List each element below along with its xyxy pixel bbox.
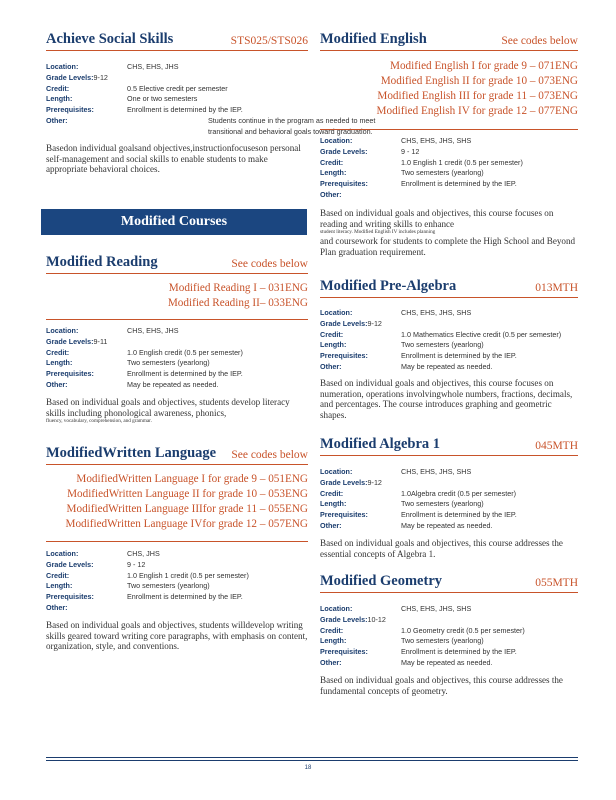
course-codes-list <box>66 472 309 532</box>
description-text: and coursework for students to complete the High School and Beyond Plan graduation requirement. <box>320 236 576 257</box>
description-text: Based on individual goals and objectives, this course focuses on reading and writing skills to enhance <box>320 208 554 229</box>
course-code: STS025/STS026 <box>230 35 308 47</box>
course-description <box>46 397 308 425</box>
credit-label: Credit: <box>46 83 70 93</box>
course-code-item: Modified Reading II– 033ENG <box>167 297 308 309</box>
course-title: Modified Pre-Algebra <box>320 278 457 294</box>
other-value: May be repeated as needed. <box>127 379 219 389</box>
other-label: Other: <box>320 657 342 667</box>
prerequisites-value: Enrollment is determined by the IEP. <box>401 351 517 361</box>
course-code: See codes below <box>501 35 578 47</box>
course-code: See codes below <box>231 258 308 270</box>
location-value: CHS, JHS <box>127 549 160 558</box>
prerequisites-label: Prerequisites: <box>320 647 368 657</box>
prerequisites-value: Enrollment is determined by the IEP. <box>401 510 517 520</box>
location-value: CHS, EHS, JHS <box>127 62 179 71</box>
location-label: Location: <box>320 308 353 317</box>
other-label: Other: <box>46 379 68 389</box>
other-label: Other: <box>46 602 68 612</box>
other-value: May be repeated as needed. <box>401 361 493 371</box>
divider <box>320 129 578 130</box>
location-label: Location: <box>46 326 79 335</box>
course-header <box>320 433 578 456</box>
prerequisites-value: Enrollment is determined by the IEP. <box>401 647 517 657</box>
length-value: Two semesters (yearlong) <box>127 581 210 591</box>
grade-levels-label: Grade Levels: <box>320 146 368 156</box>
credit-value: 1.0 English 1 credit (0.5 per semester) <box>127 570 249 580</box>
credit-label: Credit: <box>320 625 344 635</box>
course-info <box>320 604 578 669</box>
length-label: Length: <box>46 94 73 104</box>
grade-levels-label: Grade Levels:9-12 <box>46 72 108 82</box>
location-label: Location: <box>320 604 353 613</box>
location-label: Location: <box>320 136 353 145</box>
course-header <box>46 442 308 465</box>
description-fine-print: student literacy. Modified English IV includes planning <box>320 229 436 236</box>
prerequisites-label: Prerequisites: <box>46 592 94 602</box>
grade-levels-label: Grade Levels:10-12 <box>320 614 386 624</box>
course-description: Based on individual goals and objectives, students willdevelop writing skills geared toward writing core paragraphs, with emphasis on content, organization, style, and conventions. <box>46 620 308 652</box>
course-description: Basedon individual goalsand objectives,instructionfocuseson personal self-management and social skills to enable students to make appropriate behavioral choices. <box>46 143 301 175</box>
course-title: Modified Geometry <box>320 573 443 589</box>
length-value: Two semesters (yearlong) <box>401 499 484 509</box>
divider <box>46 541 308 542</box>
credit-label: Credit: <box>46 347 70 357</box>
other-label: Other: <box>320 189 342 199</box>
course-title: Modified Reading <box>46 254 158 270</box>
prerequisites-value: Enrollment is determined by the IEP. <box>401 179 517 189</box>
prerequisites-label: Prerequisites: <box>320 510 368 520</box>
course-codes-list <box>168 281 308 311</box>
credit-label: Credit: <box>320 157 344 167</box>
prerequisites-label: Prerequisites: <box>320 179 368 189</box>
course-code: See codes below <box>231 449 308 461</box>
other-label: Other: <box>46 115 68 125</box>
course-code-item: Modified Reading I – 031ENG <box>168 282 308 294</box>
course-info <box>46 326 308 391</box>
other-value: Students continue in the program as needed to meet transitional and behavioral goals toward graduation. <box>208 115 376 136</box>
course-code-item: Modified English II for grade 10 – 073ENG <box>380 75 578 87</box>
prerequisites-label: Prerequisites: <box>46 369 94 379</box>
course-title: Modified English <box>320 31 427 47</box>
other-label: Other: <box>320 361 342 371</box>
course-code-item: Modified English III for grade 11 – 073ENG <box>377 90 578 102</box>
course-code-item: ModifiedWritten Language IVfor grade 12 – 057ENG <box>65 518 308 530</box>
grade-levels-value: 9-11 <box>93 336 108 346</box>
credit-label: Credit: <box>320 329 344 339</box>
other-label: Other: <box>320 520 342 530</box>
course-description: Based on individual goals and objectives, this course addresses the fundamental concepts of geometry. <box>320 675 563 696</box>
location-value: CHS, EHS, JHS, SHS <box>401 604 472 613</box>
course-info <box>320 136 578 201</box>
credit-label: Credit: <box>320 488 344 498</box>
credit-label: Credit: <box>46 570 70 580</box>
course-description: Based on individual goals and objectives, this course addresses the essential concepts of Algebra 1. <box>320 538 563 559</box>
course-code: 045MTH <box>535 440 578 452</box>
course-code-item: ModifiedWritten Language IIIfor grade 11 – 055ENG <box>66 503 308 515</box>
length-label: Length: <box>46 358 73 368</box>
course-title: ModifiedWritten Language <box>46 445 217 461</box>
length-label: Length: <box>320 499 347 509</box>
grade-levels-label: Grade Levels:9-11 <box>46 336 108 346</box>
location-label: Location: <box>320 467 353 476</box>
credit-value: 1.0 English 1 credit (0.5 per semester) <box>401 157 523 167</box>
course-code: 013MTH <box>535 282 578 294</box>
course-info <box>320 467 578 532</box>
course-code: 055MTH <box>535 577 578 589</box>
course-info <box>320 308 578 373</box>
divider <box>46 319 308 320</box>
location-value: CHS, EHS, JHS <box>127 326 179 335</box>
course-header <box>46 28 308 51</box>
length-label: Length: <box>320 168 347 178</box>
length-value: Two semesters (yearlong) <box>127 358 210 368</box>
other-value: May be repeated as needed. <box>401 520 493 530</box>
grade-levels-value: 10-12 <box>367 614 386 624</box>
course-code-item: Modified English I for grade 9 – 071ENG <box>390 60 578 72</box>
prerequisites-label: Prerequisites: <box>46 105 94 115</box>
length-label: Length: <box>320 636 347 646</box>
grade-levels-value: 9-12 <box>367 477 382 487</box>
course-info <box>46 62 376 138</box>
length-label: Length: <box>320 340 347 350</box>
course-description: Based on individual goals and objectives, this course focuses on numeration, operations involvingwhole numbers, fractions, decimals, and percentages. The course introduces graphing and geometric shapes. <box>320 378 573 420</box>
section-banner: Modified Courses <box>41 209 307 235</box>
credit-value: 0.5 Elective credit per semester <box>127 83 228 93</box>
grade-levels-value: 9-12 <box>93 72 108 82</box>
location-label: Location: <box>46 549 79 558</box>
footer-rule <box>46 760 578 761</box>
other-value: May be repeated as needed. <box>401 657 493 667</box>
course-code-item: ModifiedWritten Language II for grade 10 – 053ENG <box>67 488 308 500</box>
prerequisites-value: Enrollment is determined by the IEP. <box>127 369 243 379</box>
course-header <box>320 275 578 298</box>
length-label: Length: <box>46 581 73 591</box>
grade-levels-label: Grade Levels:9-12 <box>320 477 382 487</box>
prerequisites-label: Prerequisites: <box>320 351 368 361</box>
course-header <box>320 570 578 593</box>
course-description <box>320 208 578 257</box>
credit-value: 1.0 English credit (0.5 per semester) <box>127 347 243 357</box>
length-value: Two semesters (yearlong) <box>401 340 484 350</box>
course-code-item: Modified English IV for grade 12 – 077ENG <box>376 105 578 117</box>
course-title: Modified Algebra 1 <box>320 436 441 452</box>
grade-levels-value: 9 - 12 <box>401 146 420 156</box>
prerequisites-value: Enrollment is determined by the IEP. <box>127 592 243 602</box>
grade-levels-label: Grade Levels: <box>46 559 94 569</box>
location-label: Location: <box>46 62 79 71</box>
prerequisites-value: Enrollment is determined by the IEP. <box>127 105 243 115</box>
footer-rule <box>46 757 578 758</box>
grade-levels-value: 9-12 <box>367 318 382 328</box>
description-text: Based on individual goals and objectives, students develop literacy skills including phonological awareness, phonics, <box>46 397 290 418</box>
course-header <box>320 28 578 51</box>
page-number: 18 <box>304 765 312 771</box>
location-value: CHS, EHS, JHS, SHS <box>401 308 472 317</box>
credit-value: 1.0 Mathematics Elective credit (0.5 per semester) <box>401 329 562 339</box>
course-code-item: ModifiedWritten Language I for grade 9 – 051ENG <box>76 473 308 485</box>
course-codes-list <box>377 59 578 119</box>
credit-value: 1.0 Geometry credit (0.5 per semester) <box>401 625 525 635</box>
course-header <box>46 251 308 274</box>
length-value: Two semesters (yearlong) <box>401 168 484 178</box>
grade-levels-value: 9 - 12 <box>127 559 146 569</box>
length-value: Two semesters (yearlong) <box>401 636 484 646</box>
grade-levels-label: Grade Levels:9-12 <box>320 318 382 328</box>
credit-value: 1.0Algebra credit (0.5 per semester) <box>401 488 517 498</box>
location-value: CHS, EHS, JHS, SHS <box>401 467 472 476</box>
length-value: One or two semesters <box>127 94 198 104</box>
course-info <box>46 549 308 614</box>
course-title: Achieve Social Skills <box>46 31 174 47</box>
description-fine-print: fluency, vocabulary, comprehension, and grammar. <box>46 418 152 425</box>
location-value: CHS, EHS, JHS, SHS <box>401 136 472 145</box>
